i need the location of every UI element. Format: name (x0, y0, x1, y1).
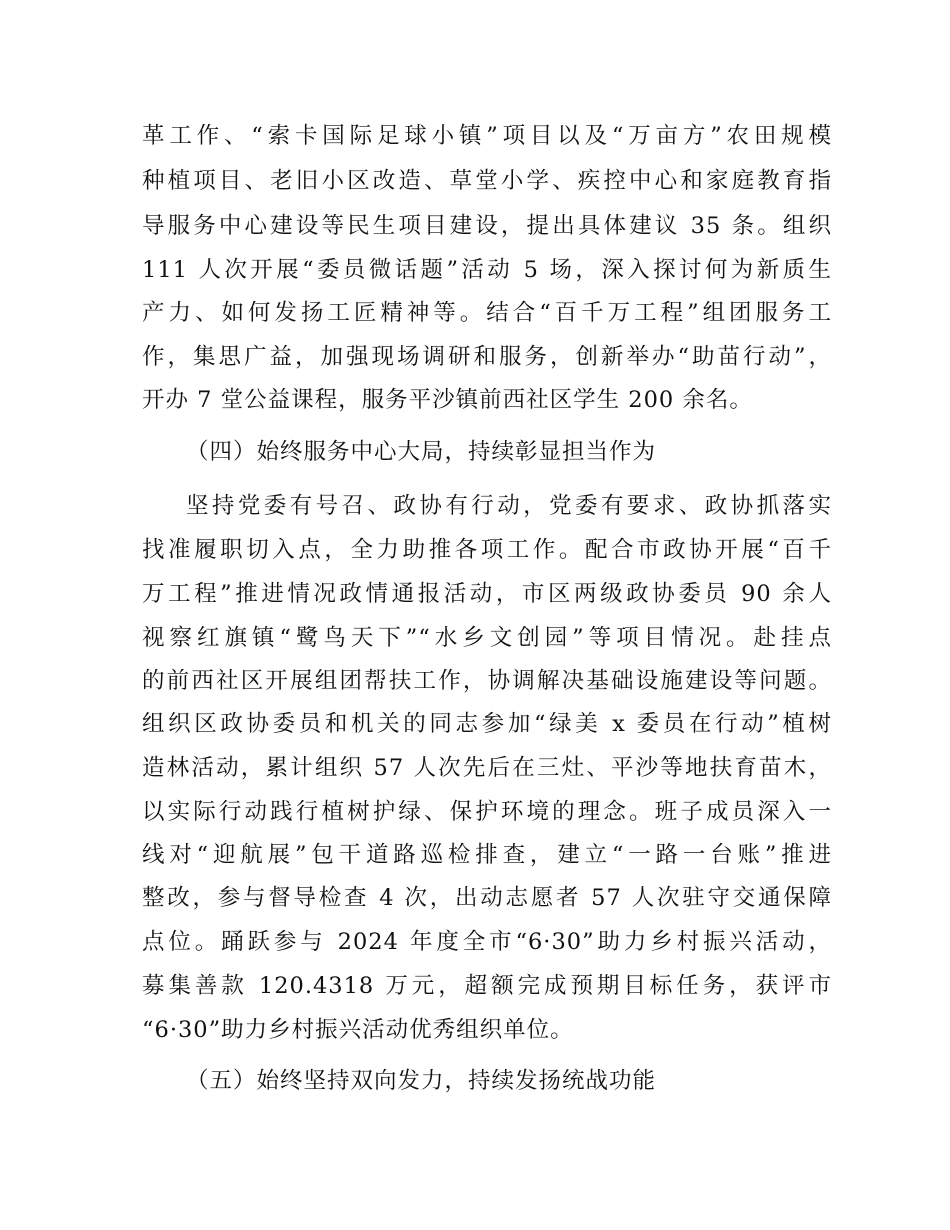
paragraph-line: 作，集思广益，加强现场调研和服务，创新举办“助苗行动”， (142, 344, 832, 370)
paragraph-line: 线对“迎航展”包干道路巡检排查，建立“一路一台账”推进 (142, 842, 832, 868)
paragraph-line: 点位。踊跃参与 2024 年度全市“6·30”助力乡村振兴活动， (142, 929, 832, 955)
paragraph-line: 坚持党委有号召、政协有行动，党委有要求、政协抓落实 (186, 493, 832, 519)
paragraph-line: 万工程”推进情况政情通报活动，市区两级政协委员 90 余人 (142, 581, 832, 607)
paragraph-line: 视察红旗镇“鹭鸟天下”“水乡文创园”等项目情况。赴挂点 (142, 625, 832, 651)
paragraph-line: 募集善款 120.4318 万元，超额完成预期目标任务，获评市 (142, 973, 832, 999)
paragraph-line: 找准履职切入点，全力助推各项工作。配合市政协开展“百千 (142, 537, 832, 563)
paragraph-line: 产力、如何发扬工匠精神等。结合“百千万工程”组团服务工 (142, 300, 832, 326)
paragraph-line: 革工作、“索卡国际足球小镇”项目以及“万亩方”农田规模 (142, 123, 832, 149)
paragraph-line: 的前西社区开展组团帮扶工作，协调解决基础设施建设等问题。 (142, 668, 832, 694)
paragraph-line: 造林活动，累计组织 57 人次先后在三灶、平沙等地扶育苗木， (142, 755, 832, 781)
paragraph-line: 种植项目、老旧小区改造、草堂小学、疾控中心和家庭教育指 (142, 168, 832, 194)
paragraph-line: 组织区政协委员和机关的同志参加“绿美 x 委员在行动”植树 (142, 711, 832, 737)
paragraph-line: “6·30”助力乡村振兴活动优秀组织单位。 (142, 1017, 574, 1043)
paragraph-line: 导服务中心建设等民生项目建设，提出具体建议 35 条。组织 (142, 213, 832, 239)
paragraph-line: 111 人次开展“委员微话题”活动 5 场，深入探讨何为新质生 (142, 257, 832, 283)
section-heading-five: （五）始终坚持双向发力，持续发扬统战功能 (186, 1068, 657, 1094)
paragraph-line: 整改，参与督导检查 4 次，出动志愿者 57 人次驻守交通保障 (142, 885, 832, 911)
paragraph-line: 开办 7 堂公益课程，服务平沙镇前西社区学生 200 余名。 (142, 387, 753, 413)
section-heading-four: （四）始终服务中心大局，持续彰显担当作为 (186, 439, 657, 465)
paragraph-line: 以实际行动践行植树护绿、保护环境的理念。班子成员深入一 (142, 799, 832, 825)
